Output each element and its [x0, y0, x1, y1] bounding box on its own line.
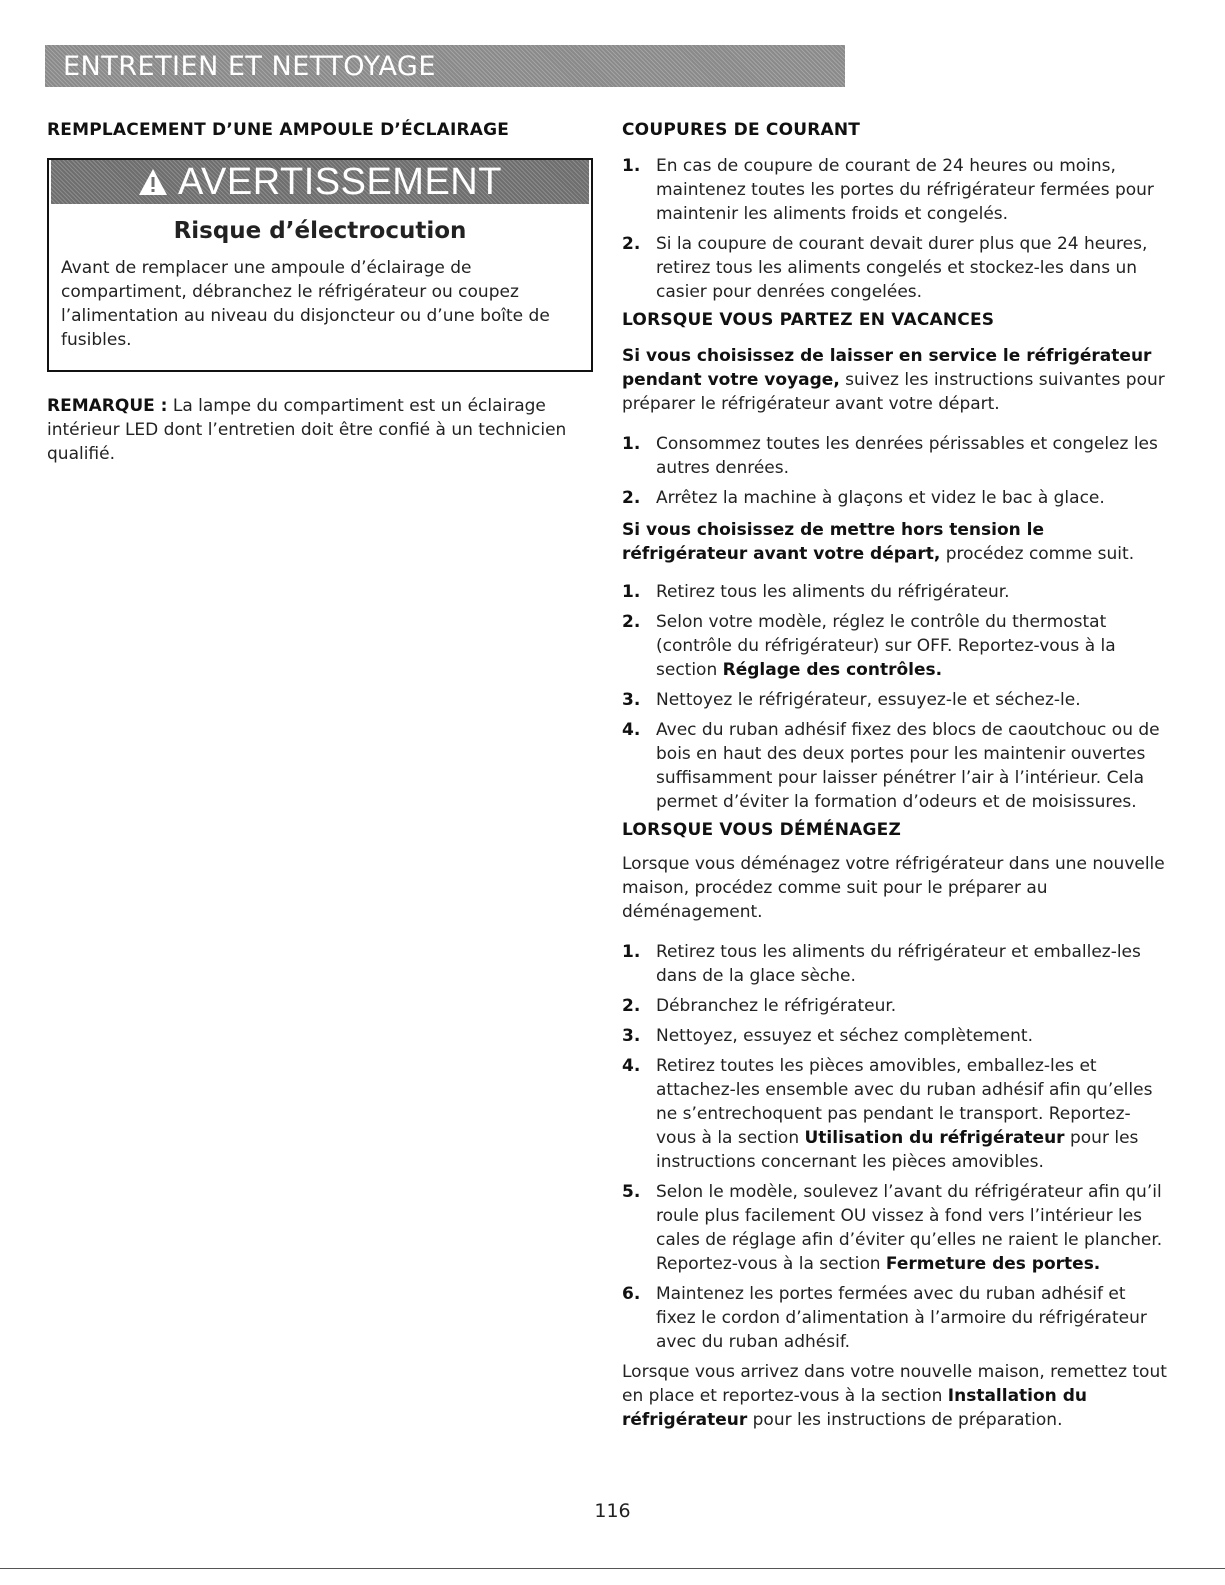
note-text: La lampe du compartiment est un éclairage intérieur LED dont l’entretien doit être confié à un technicien qualifié.	[47, 396, 567, 464]
list-item: 2. Arrêtez la machine à glaçons et videz le bac à glace.	[622, 488, 1105, 508]
list-item: 2. Si la coupure de courant devait durer plus que 24 heures, retirez tous les aliments congelés et stockez-les dans un casier pour denrées congelées.	[622, 234, 1148, 302]
warning-subtitle: Risque d’électrocution	[173, 218, 467, 244]
warning-header	[51, 160, 589, 204]
list-item: 4. Retirez toutes les pièces amovibles, emballez-les et attachez-les ensemble avec du ruban adhésif afin qu’elles ne s’entrechoquent pas pendant le transport. Reportez-vous à la section Utilisation du réfrigérateur pour les instructions concernant les pièces amovibles.	[622, 1056, 1153, 1172]
warning-triangle-icon	[138, 168, 168, 196]
vacation-heading: LORSQUE VOUS PARTEZ EN VACANCES	[622, 310, 995, 330]
vacation-intro-2: Si vous choisissez de mettre hors tension le réfrigérateur avant votre départ, procédez comme suit.	[622, 520, 1135, 564]
vacation-list-1	[622, 432, 1167, 510]
page-number: 116	[594, 1500, 631, 1522]
bottom-rule	[0, 1568, 1225, 1569]
vacation-list-2	[622, 580, 1167, 814]
note-label: REMARQUE :	[47, 396, 168, 416]
list-item: 6. Maintenez les portes fermées avec du ruban adhésif et fixez le cordon d’alimentation à l’armoire du réfrigérateur avec du ruban adhésif.	[622, 1284, 1147, 1352]
power-outage-list	[622, 154, 1167, 304]
list-item: 4. Avec du ruban adhésif fixez des blocs de caoutchouc ou de bois en haut des deux portes pour les maintenir ouvertes suffisamment pour laisser pénétrer l’air à l’intérieur. Cela permet d’éviter la formation d’odeurs et de moisissures.	[622, 720, 1160, 812]
note-paragraph	[47, 394, 597, 466]
list-item: 1. Retirez tous les aliments du réfrigérateur.	[622, 582, 1010, 602]
list-item: 1. Consommez toutes les denrées périssables et congelez les autres denrées.	[622, 434, 1158, 478]
moving-intro: Lorsque vous déménagez votre réfrigérateur dans une nouvelle maison, procédez comme suit pour le préparer au déménagement.	[622, 854, 1165, 922]
section-banner-title: ENTRETIEN ET NETTOYAGE	[63, 50, 436, 82]
list-item: 2. Selon votre modèle, réglez le contrôle du thermostat (contrôle du réfrigérateur) sur OFF. Reportez-vous à la section Réglage des contrôles.	[622, 612, 1116, 680]
moving-heading: LORSQUE VOUS DÉMÉNAGEZ	[622, 820, 902, 840]
list-item: 2. Débranchez le réfrigérateur.	[622, 996, 897, 1016]
warning-box	[47, 158, 593, 372]
list-item: 1. Retirez tous les aliments du réfrigérateur et emballez-les dans de la glace sèche.	[622, 942, 1141, 986]
power-outage-heading: COUPURES DE COURANT	[622, 120, 861, 140]
moving-list	[622, 940, 1167, 1354]
section-banner	[45, 45, 845, 87]
warning-title: AVERTISSEMENT	[178, 161, 502, 203]
list-item: 5. Selon le modèle, soulevez l’avant du réfrigérateur afin qu’il roule plus facilement OU vissez à fond vers l’intérieur les cales de réglage afin d’éviter qu’elles ne raient le plancher. Reportez-vous à la section Fermeture des portes.	[622, 1182, 1163, 1274]
list-item: 1. En cas de coupure de courant de 24 heures ou moins, maintenez toutes les portes du réfrigérateur fermées pour maintenir les aliments froids et congelés.	[622, 156, 1154, 224]
moving-outro: Lorsque vous arrivez dans votre nouvelle maison, remettez tout en place et reportez-vous à la section Installation du réfrigérateur pour les instructions de préparation.	[622, 1362, 1167, 1430]
warning-body: Avant de remplacer une ampoule d’éclairage de compartiment, débranchez le réfrigérateur ou coupez l’alimentation au niveau du disjoncteur ou d’une boîte de fusibles.	[61, 258, 550, 350]
list-item: 3. Nettoyez, essuyez et séchez complètement.	[622, 1026, 1033, 1046]
vacation-intro-1: Si vous choisissez de laisser en service le réfrigérateur pendant votre voyage, suivez les instructions suivantes pour préparer le réfrigérateur avant votre départ.	[622, 346, 1165, 414]
left-column	[47, 120, 597, 466]
bulb-replacement-heading: REMPLACEMENT D’UNE AMPOULE D’ÉCLAIRAGE	[47, 120, 510, 140]
list-item: 3. Nettoyez le réfrigérateur, essuyez-le et séchez-le.	[622, 690, 1081, 710]
right-column	[622, 120, 1167, 1432]
